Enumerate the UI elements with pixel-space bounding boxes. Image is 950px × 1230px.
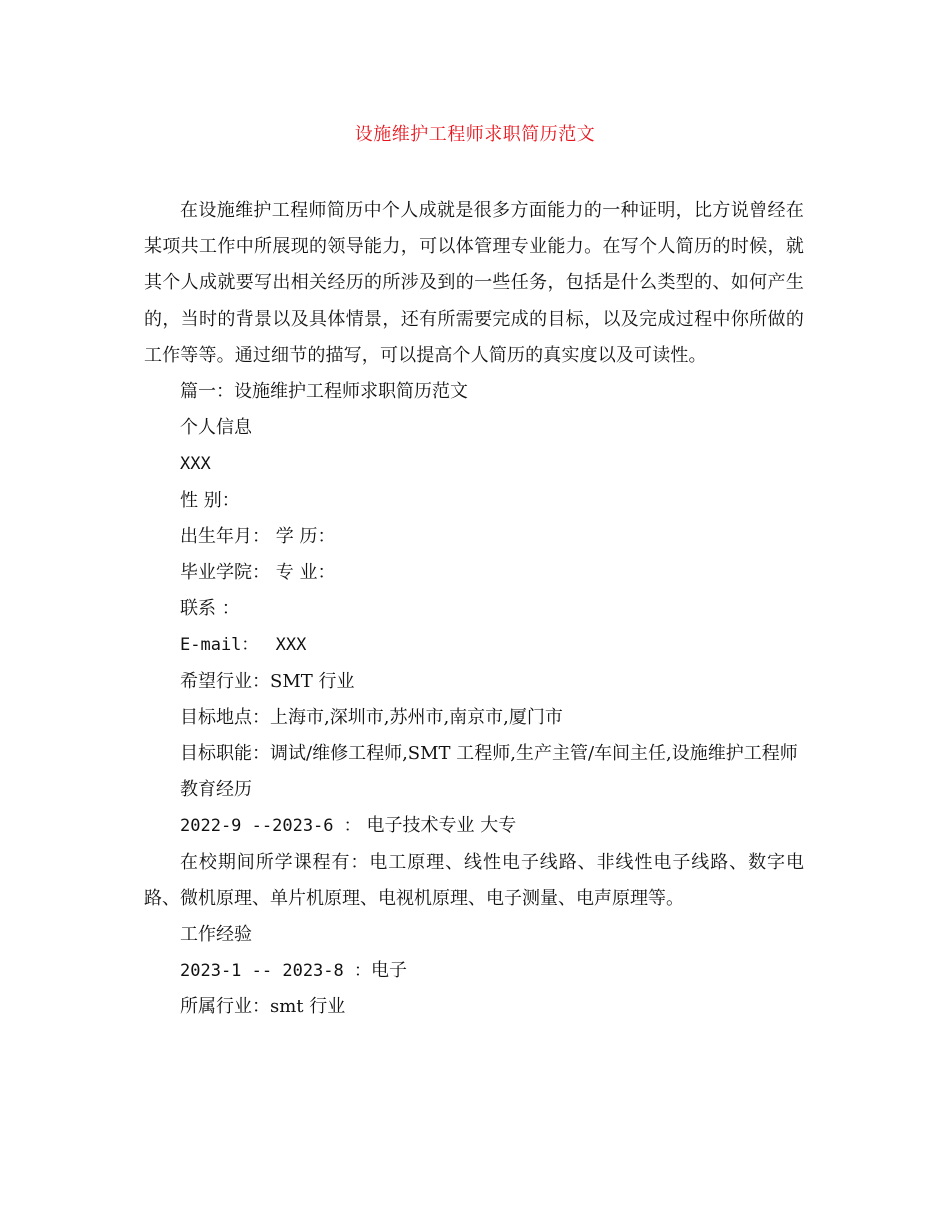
industry-line: 希望行业：SMT 行业 (180, 670, 355, 692)
birth-degree-line: 出生年月： 学 历： (180, 525, 336, 547)
work-line (144, 953, 804, 989)
education-heading: 教育经历 (180, 779, 252, 801)
intro-paragraph: 在设施维护工程师简历中个人成就是很多方面能力的一种证明，比方说曾经在某项共工作中所展现的领导能力，可以体管理专业能力。在写个人简历的时候，就其个人成就要写出相关经历的所涉及到的一些任务，包括是什么类型的、如何产生的，当时的背景以及具体情景，还有所需要完成的目标，以及完成过程中你所做的工作等等。通过细节的描写，可以提高个人简历的真实度以及可读性。 (144, 200, 804, 366)
work-industry-label: 所属行业： (180, 996, 270, 1018)
name-value: XXX (180, 454, 211, 475)
email-label: E-mail： (180, 635, 259, 656)
work-industry-line (144, 989, 804, 1025)
personal-info-heading: 个人信息 (180, 417, 252, 439)
work-dates: 2023-1 -- 2023-8 ： (180, 961, 371, 982)
work-industry-value: smt 行业 (270, 996, 346, 1018)
education-dates: 2022-9 --2023-6 ： (180, 816, 361, 837)
section-heading: 篇一：设施维护工程师求职简历范文 (180, 381, 468, 403)
contact-line: 联系 ： (180, 598, 240, 620)
name-line (144, 446, 804, 482)
document-title: 设施维护工程师求职简历范文 (354, 124, 596, 145)
work-heading: 工作经验 (180, 924, 252, 946)
position-line: 目标职能：调试/维修工程师,SMT 工程师,生产主管/车间主任,设施维护工程师 (180, 743, 798, 765)
email-value: XXX (275, 635, 307, 656)
education-detail: 电子技术专业 大专 (360, 815, 517, 837)
education-line (144, 808, 804, 844)
gender-line: 性 别： (180, 489, 240, 511)
document-body (144, 193, 804, 1026)
school-major-line: 毕业学院： 专 业： (180, 562, 336, 584)
location-line: 目标地点：上海市,深圳市,苏州市,南京市,厦门市 (180, 706, 563, 728)
email-line (144, 627, 804, 663)
work-company: 电子 (371, 960, 407, 982)
courses-line: 在校期间所学课程有：电工原理、线性电子线路、非线性电子线路、数字电路、微机原理、单片机原理、电视机原理、电子测量、电声原理等。 (144, 851, 804, 909)
